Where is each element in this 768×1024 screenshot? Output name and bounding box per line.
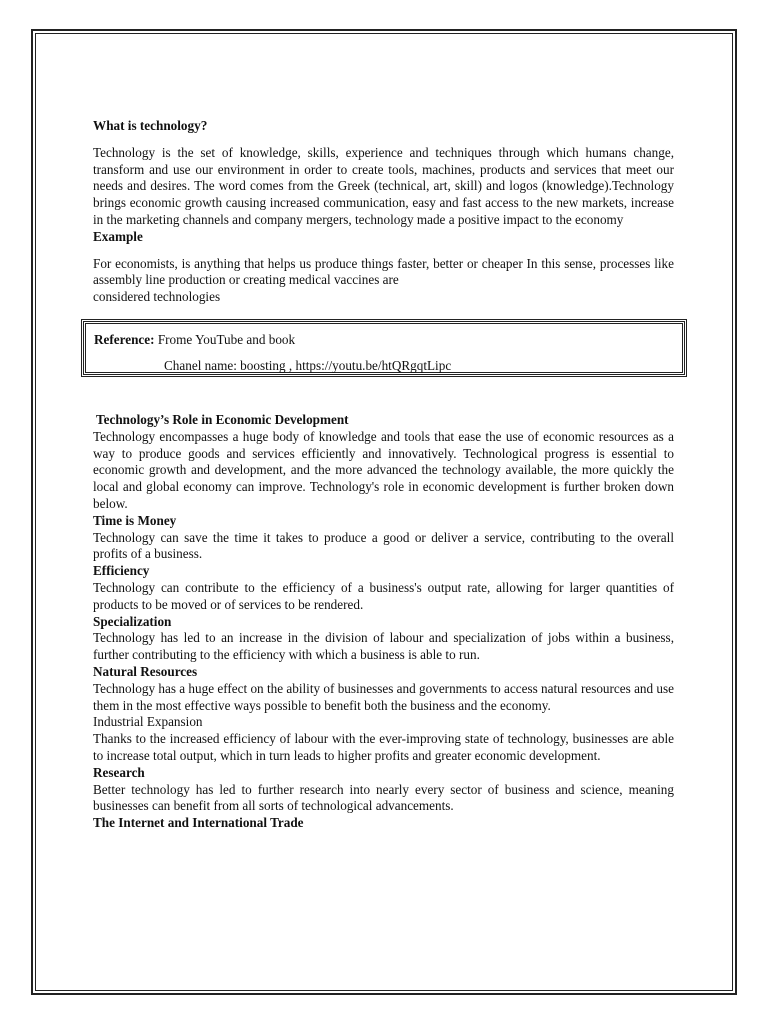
reference-source: Frome YouTube and book bbox=[157, 331, 296, 347]
section-heading-what-is-technology: What is technology? bbox=[93, 118, 208, 133]
example-text: For economists, is anything that helps us produce things faster, better or cheaper In this sense, processes like assembly line production or creating medical vaccines are bbox=[93, 255, 674, 288]
item-text-specialization: Technology has led to an increase in the division of labour and specialization of jobs within a business, further contributing to the efficiency with which a business is able to run. bbox=[93, 630, 674, 663]
item-text-natural-resources: Technology has a huge effect on the ability of businesses and governments to access natural resources and use them in the most effective ways possible to benefit both the business and the economy. bbox=[93, 680, 674, 713]
item-heading-research: Research bbox=[93, 764, 145, 780]
section-heading-example: Example bbox=[93, 228, 143, 244]
item-heading-efficiency: Efficiency bbox=[93, 563, 150, 579]
paragraph-role-in-economic-development: Technology encompasses a huge body of knowledge and tools that ease the use of economic resources as a way to produce goods and services efficiently and innovatively. Technological progress is essential to economic growth and development, and the more advanced the technology available, the more quickly the local and global economy can improve. Technology's role in economic development is further broken down below. bbox=[93, 428, 674, 511]
reference-line-1 bbox=[94, 327, 674, 353]
item-text-industrial-expansion: Thanks to the increased efficiency of labour with the ever-improving state of technology, businesses are able to increase total output, which in turn leads to higher profits and greater economic development. bbox=[93, 731, 674, 763]
item-heading-specialization: Specialization bbox=[93, 613, 172, 629]
paragraph-definition: Technology is the set of knowledge, skills, experience and techniques through which humans change, transform and use our environment in order to create tools, machines, products and services that meet our needs and desires. The word comes from the Greek (technical, art, skill) and logos (knowledge).Technology brings economic growth causing increased communication, easy and fast access to the new markets, increase in the marketing channels and company mergers, technology made a positive impact to the economy bbox=[93, 144, 674, 227]
reference-box bbox=[83, 321, 685, 375]
item-text-time-is-money: Technology can save the time it takes to produce a good or deliver a service, contributing to the overall profits of a business. bbox=[93, 529, 674, 562]
item-heading-internet-and-trade: The Internet and International Trade bbox=[93, 815, 304, 831]
item-text-research: Better technology has led to further research into nearly every sector of business and science, meaning businesses can benefit from all sorts of technological advancements. bbox=[93, 781, 674, 814]
section-heading-role-in-economic-development: Technology’s Role in Economic Development bbox=[93, 411, 349, 427]
item-text-efficiency: Technology can contribute to the efficiency of a business's output rate, allowing for larger quantities of products to be moved or of services to be rendered. bbox=[93, 579, 674, 612]
reference-channel: Chanel name: boosting , https://youtu.be/htQRgqtLipc bbox=[164, 357, 452, 373]
reference-label: Reference: bbox=[94, 331, 155, 347]
item-heading-industrial-expansion: Industrial Expansion bbox=[93, 714, 203, 730]
item-heading-natural-resources: Natural Resources bbox=[93, 663, 198, 679]
document-body bbox=[93, 118, 674, 832]
item-heading-time-is-money: Time is Money bbox=[93, 512, 177, 528]
example-text-continued: considered technologies bbox=[93, 289, 221, 305]
example-paragraph bbox=[93, 256, 674, 306]
